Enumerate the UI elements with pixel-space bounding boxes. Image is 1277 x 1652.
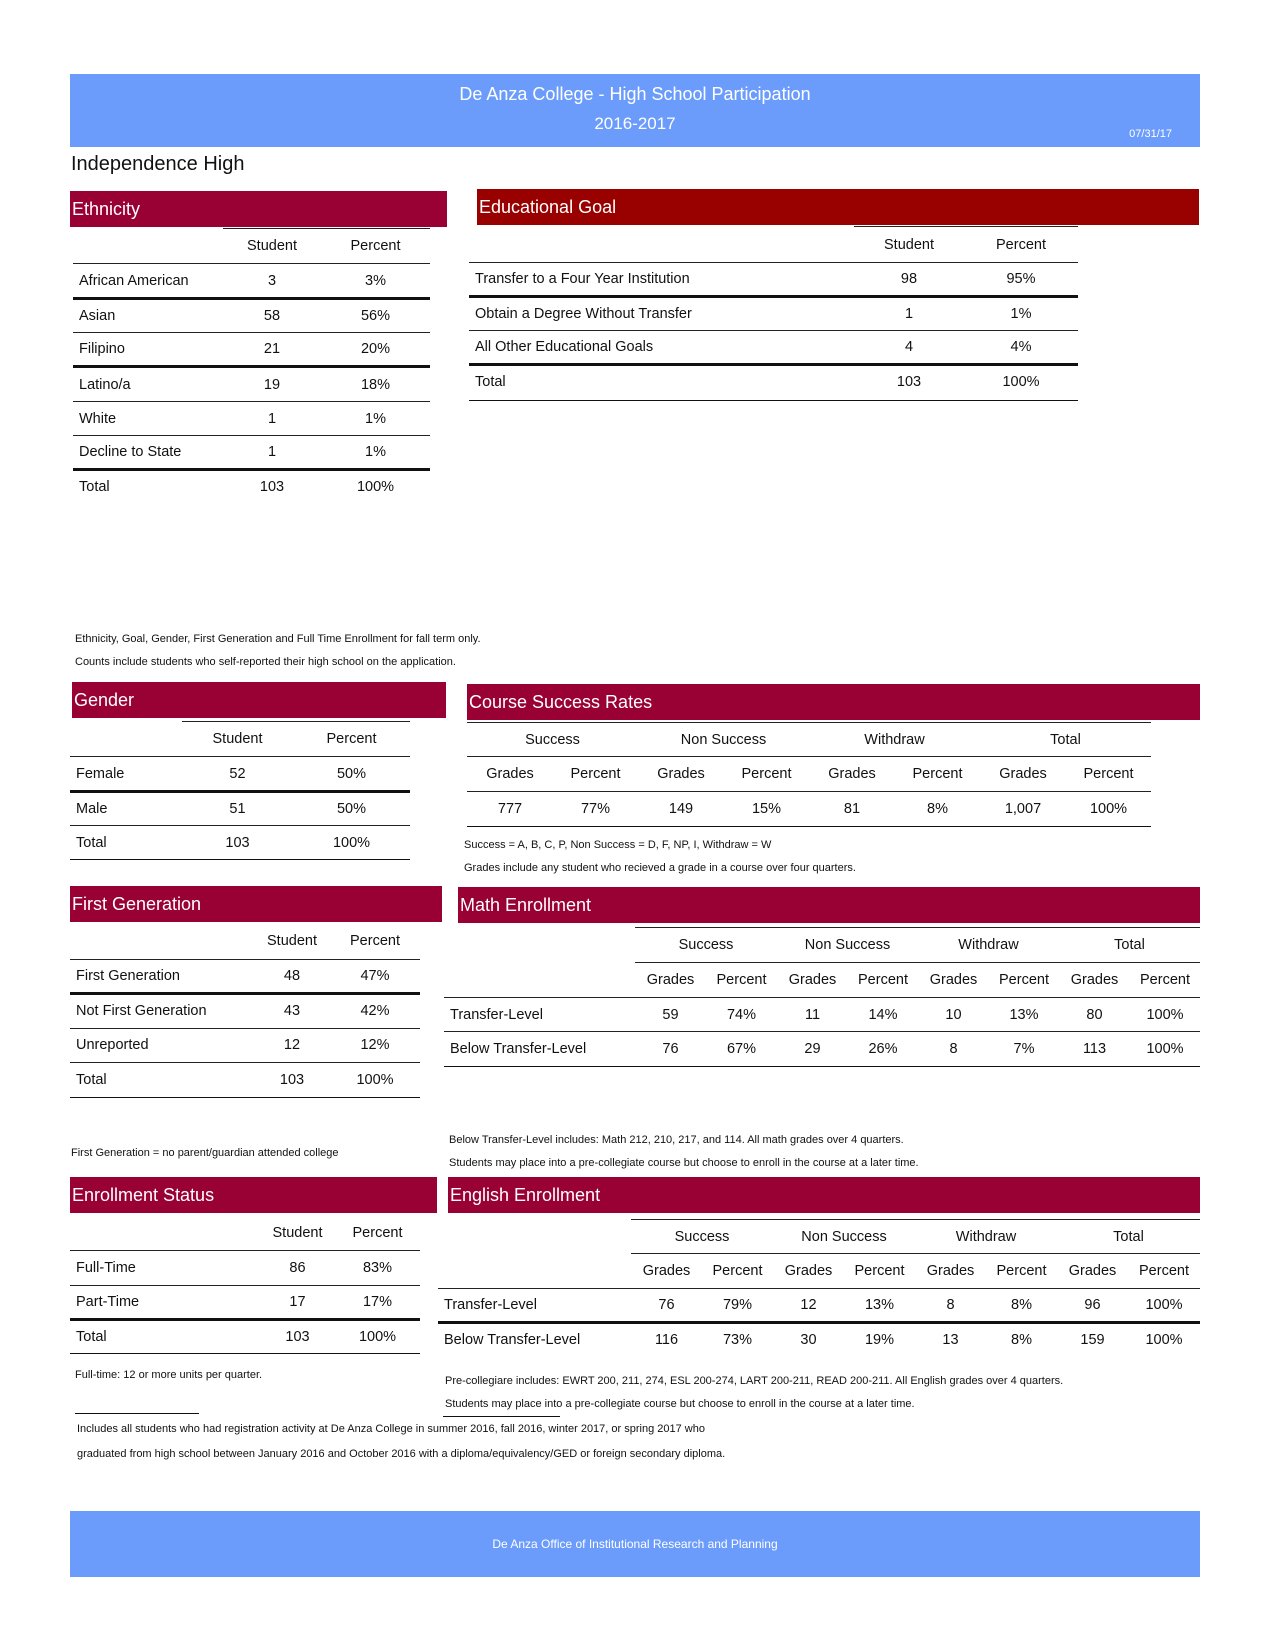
table-row — [438, 1289, 1200, 1323]
row-label: Unreported — [70, 1028, 254, 1062]
enrollment-status-header: Enrollment Status — [70, 1177, 437, 1213]
row-percent: 47% — [330, 959, 420, 993]
first-generation-header: First Generation — [70, 886, 442, 922]
cell: 7% — [989, 1032, 1059, 1066]
table-row — [73, 367, 430, 402]
table-row — [70, 959, 420, 993]
col-percent: Percent — [293, 722, 410, 757]
col-percent: Percent — [1083, 766, 1134, 782]
row-label: Filipino — [73, 333, 223, 367]
row-percent: 3% — [321, 264, 430, 299]
math-enrollment-header: Math Enrollment — [458, 887, 1200, 923]
col-student: Student — [267, 932, 317, 949]
table-row — [73, 264, 430, 299]
table-bottom-rule — [467, 826, 1151, 827]
table-bottom-rule — [444, 1066, 1200, 1067]
cell: 74% — [706, 998, 777, 1032]
table-row-total — [70, 826, 410, 860]
col-grades: Grades — [915, 1254, 986, 1289]
group-non-success: Non Success — [680, 731, 767, 748]
row-label: Below Transfer-Level — [438, 1323, 631, 1357]
cell: 77% — [580, 801, 611, 818]
row-student: 86 — [260, 1250, 335, 1285]
row-label: Not First Generation — [70, 993, 254, 1028]
table-bottom-rule — [70, 859, 410, 860]
row-percent: 4% — [964, 331, 1078, 365]
row-label: Total — [70, 1062, 254, 1097]
col-percent: Percent — [986, 1254, 1057, 1289]
educational-goal-header: Educational Goal — [477, 189, 1199, 225]
table-bottom-rule — [469, 400, 1078, 401]
row-student: 48 — [254, 959, 330, 993]
row-label: Below Transfer-Level — [444, 1032, 635, 1066]
group-non-success: Non Success — [777, 928, 918, 963]
table-row — [469, 331, 1078, 365]
group-success: Success — [635, 928, 777, 963]
report-date: 07/31/17 — [1129, 128, 1172, 140]
note-graduated: graduated from high school between January 2016 and October 2016 with a diploma/equivalency/GED or foreign secondary diploma. — [77, 1448, 726, 1460]
row-percent: 100% — [321, 470, 430, 504]
cell: 8 — [918, 1032, 989, 1066]
row-percent: 1% — [964, 297, 1078, 331]
col-grades: Grades — [773, 1254, 844, 1289]
col-percent: Percent — [1128, 1254, 1200, 1289]
course-success-table — [467, 722, 1151, 827]
row-student: 19 — [223, 367, 321, 402]
col-percent: Percent — [321, 229, 430, 264]
col-percent: Percent — [848, 963, 918, 998]
row-label: Obtain a Degree Without Transfer — [469, 297, 854, 331]
table-row-total — [70, 1319, 420, 1353]
row-student: 1 — [223, 402, 321, 436]
note-success-def: Success = A, B, C, P, Non Success = D, F, NP, I, Withdraw = W — [464, 839, 772, 851]
english-enrollment-header: English Enrollment — [448, 1177, 1200, 1213]
group-total: Total — [1050, 731, 1081, 748]
col-grades: Grades — [1059, 963, 1130, 998]
col-grades: Grades — [999, 766, 1047, 782]
table-row — [73, 299, 430, 333]
col-percent: Percent — [844, 1254, 915, 1289]
row-percent: 95% — [964, 263, 1078, 297]
cell: 81 — [843, 801, 861, 818]
table-bottom-rule — [70, 1353, 420, 1354]
cell: 14% — [848, 998, 918, 1032]
note-first-gen-def: First Generation = no parent/guardian attended college — [71, 1147, 339, 1159]
row-label: Transfer-Level — [438, 1289, 631, 1323]
row-label: Part-Time — [70, 1285, 260, 1319]
cell: 1,007 — [1004, 801, 1042, 818]
cell: 59 — [635, 998, 706, 1032]
row-label: White — [73, 402, 223, 436]
footnote-rule — [443, 1416, 560, 1417]
table-row — [469, 297, 1078, 331]
row-student: 58 — [223, 299, 321, 333]
cell: 113 — [1059, 1032, 1130, 1066]
col-percent: Percent — [1130, 963, 1200, 998]
row-label: Full-Time — [70, 1250, 260, 1285]
report-year: 2016-2017 — [594, 114, 676, 133]
col-student: Student — [854, 227, 964, 263]
row-student: 12 — [254, 1028, 330, 1062]
col-percent: Percent — [702, 1254, 773, 1289]
row-label: Decline to State — [73, 436, 223, 470]
row-label: Transfer-Level — [444, 998, 635, 1032]
note-pre-collegiate: Students may place into a pre-collegiate course but choose to enroll in the course at a later time. — [445, 1398, 915, 1410]
cell: 8 — [915, 1289, 986, 1323]
row-label: First Generation — [70, 959, 254, 993]
table-row-total — [70, 1062, 420, 1097]
cell: 79% — [702, 1289, 773, 1323]
row-percent: 42% — [330, 993, 420, 1028]
row-percent: 100% — [293, 826, 410, 860]
row-student: 52 — [182, 757, 293, 792]
row-label: Total — [73, 470, 223, 504]
row-percent: 100% — [330, 1062, 420, 1097]
cell: 11 — [777, 998, 848, 1032]
footnote-rule — [75, 1413, 199, 1414]
cell: 30 — [773, 1323, 844, 1357]
col-percent: Percent — [350, 932, 400, 949]
row-percent: 1% — [321, 436, 430, 470]
gender-header: Gender — [72, 682, 446, 718]
english-enrollment-table — [438, 1219, 1200, 1357]
col-student: Student — [272, 1224, 323, 1241]
cell: 12 — [773, 1289, 844, 1323]
table-row — [70, 1285, 420, 1319]
col-grades: Grades — [828, 766, 876, 782]
row-percent: 100% — [335, 1319, 420, 1353]
col-grades: Grades — [1057, 1254, 1128, 1289]
table-row — [438, 1323, 1200, 1357]
cell: 15% — [751, 801, 782, 818]
cell: 67% — [706, 1032, 777, 1066]
cell: 116 — [631, 1323, 702, 1357]
table-row — [70, 757, 410, 792]
ethnicity-table — [73, 228, 430, 504]
table-row — [73, 436, 430, 470]
educational-goal-table — [469, 226, 1078, 399]
row-student: 3 — [223, 264, 321, 299]
table-row — [73, 402, 430, 436]
note-below-transfer: Below Transfer-Level includes: Math 212, 210, 217, and 114. All math grades over 4 quarters. — [449, 1134, 904, 1146]
cell: 10 — [918, 998, 989, 1032]
cell: 100% — [1130, 998, 1200, 1032]
cell: 29 — [777, 1032, 848, 1066]
col-student: Student — [223, 229, 321, 264]
col-grades: Grades — [918, 963, 989, 998]
table-row — [444, 1032, 1200, 1066]
row-student: 103 — [223, 470, 321, 504]
cell: 19% — [844, 1323, 915, 1357]
cell: 159 — [1057, 1323, 1128, 1357]
col-grades: Grades — [777, 963, 848, 998]
row-student: 103 — [260, 1319, 335, 1353]
row-label: Total — [70, 826, 182, 860]
group-withdraw: Withdraw — [915, 1220, 1057, 1254]
group-success: Success — [631, 1220, 773, 1254]
footer-banner: De Anza Office of Institutional Research and Planning — [70, 1511, 1200, 1577]
cell: 149 — [668, 801, 694, 818]
note-grades-def: Grades include any student who recieved a grade in a course over four quarters. — [464, 862, 856, 874]
row-percent: 50% — [293, 757, 410, 792]
row-label: Transfer to a Four Year Institution — [469, 263, 854, 297]
first-generation-table — [70, 923, 420, 1097]
note-full-time-def: Full-time: 12 or more units per quarter. — [75, 1369, 263, 1381]
row-label: Male — [70, 792, 182, 826]
row-percent: 12% — [330, 1028, 420, 1062]
row-label: African American — [73, 264, 223, 299]
row-student: 21 — [223, 333, 321, 367]
group-withdraw: Withdraw — [918, 928, 1059, 963]
cell: 76 — [635, 1032, 706, 1066]
row-percent: 17% — [335, 1285, 420, 1319]
table-row — [70, 1028, 420, 1062]
course-success-header: Course Success Rates — [467, 684, 1200, 720]
col-percent: Percent — [964, 227, 1078, 263]
cell: 100% — [1128, 1323, 1200, 1357]
cell: 96 — [1057, 1289, 1128, 1323]
row-label: All Other Educational Goals — [469, 331, 854, 365]
table-row-total — [73, 470, 430, 504]
table-row-total — [469, 365, 1078, 399]
cell: 100% — [1089, 801, 1128, 818]
group-success: Success — [525, 731, 580, 748]
cell: 13% — [844, 1289, 915, 1323]
note-pre-collegiate: Students may place into a pre-collegiate course but choose to enroll in the course at a later time. — [449, 1157, 919, 1169]
row-percent: 83% — [335, 1250, 420, 1285]
cell: 13 — [915, 1323, 986, 1357]
row-label: Latino/a — [73, 367, 223, 402]
school-name: Independence High — [71, 153, 245, 175]
cell: 26% — [848, 1032, 918, 1066]
table-row — [73, 333, 430, 367]
report-title: De Anza College - High School Participation — [459, 84, 811, 104]
row-student: 4 — [854, 331, 964, 365]
col-percent: Percent — [741, 766, 792, 782]
cell: 73% — [702, 1323, 773, 1357]
group-withdraw: Withdraw — [864, 731, 925, 748]
row-percent: 20% — [321, 333, 430, 367]
row-student: 1 — [854, 297, 964, 331]
cell: 76 — [631, 1289, 702, 1323]
note-pre-collegiare: Pre-collegiare includes: EWRT 200, 211, 274, ESL 200-274, LART 200-211, READ 200-211. All English grades over 4 quarters. — [445, 1375, 1064, 1387]
col-grades: Grades — [657, 766, 705, 782]
row-label: Asian — [73, 299, 223, 333]
row-student: 103 — [854, 365, 964, 399]
group-non-success: Non Success — [773, 1220, 915, 1254]
group-total: Total — [1057, 1220, 1200, 1254]
ethnicity-header: Ethnicity — [70, 191, 447, 227]
row-label: Total — [70, 1319, 260, 1353]
table-row — [70, 993, 420, 1028]
col-percent: Percent — [706, 963, 777, 998]
cell: 8% — [986, 1289, 1057, 1323]
note-registration-activity: Includes all students who had registration activity at De Anza College in summer 2016, fall 2016, winter 2017, or spring 2017 who — [77, 1423, 705, 1435]
cell: 777 — [497, 801, 523, 818]
table-row — [469, 263, 1078, 297]
col-percent: Percent — [989, 963, 1059, 998]
gender-table — [70, 721, 410, 860]
row-label: Total — [469, 365, 854, 399]
row-student: 17 — [260, 1285, 335, 1319]
header-banner — [70, 74, 1200, 147]
col-grades: Grades — [635, 963, 706, 998]
row-percent: 18% — [321, 367, 430, 402]
col-percent: Percent — [352, 1224, 403, 1241]
col-percent: Percent — [912, 766, 963, 782]
table-row — [444, 998, 1200, 1032]
math-enrollment-table — [444, 927, 1200, 1066]
row-percent: 100% — [964, 365, 1078, 399]
cell: 13% — [989, 998, 1059, 1032]
note-fall-term: Ethnicity, Goal, Gender, First Generation and Full Time Enrollment for fall term only. — [75, 633, 481, 645]
cell: 8% — [927, 801, 948, 818]
row-student: 1 — [223, 436, 321, 470]
col-student: Student — [182, 722, 293, 757]
cell: 8% — [986, 1323, 1057, 1357]
row-percent: 56% — [321, 299, 430, 333]
enrollment-status-table — [70, 1216, 420, 1353]
row-student: 103 — [254, 1062, 330, 1097]
row-student: 43 — [254, 993, 330, 1028]
row-percent: 1% — [321, 402, 430, 436]
row-student: 103 — [182, 826, 293, 860]
table-row — [70, 792, 410, 826]
col-percent: Percent — [570, 766, 621, 782]
table-bottom-rule — [70, 1097, 420, 1098]
row-student: 98 — [854, 263, 964, 297]
cell: 80 — [1059, 998, 1130, 1032]
group-total: Total — [1059, 928, 1200, 963]
table-row — [70, 1250, 420, 1285]
row-label: Female — [70, 757, 182, 792]
cell: 100% — [1128, 1289, 1200, 1323]
col-grades: Grades — [631, 1254, 702, 1289]
table-row — [467, 792, 1151, 827]
row-percent: 50% — [293, 792, 410, 826]
row-student: 51 — [182, 792, 293, 826]
col-grades: Grades — [486, 766, 534, 782]
cell: 100% — [1130, 1032, 1200, 1066]
note-self-reported: Counts include students who self-reported their high school on the application. — [75, 656, 456, 668]
